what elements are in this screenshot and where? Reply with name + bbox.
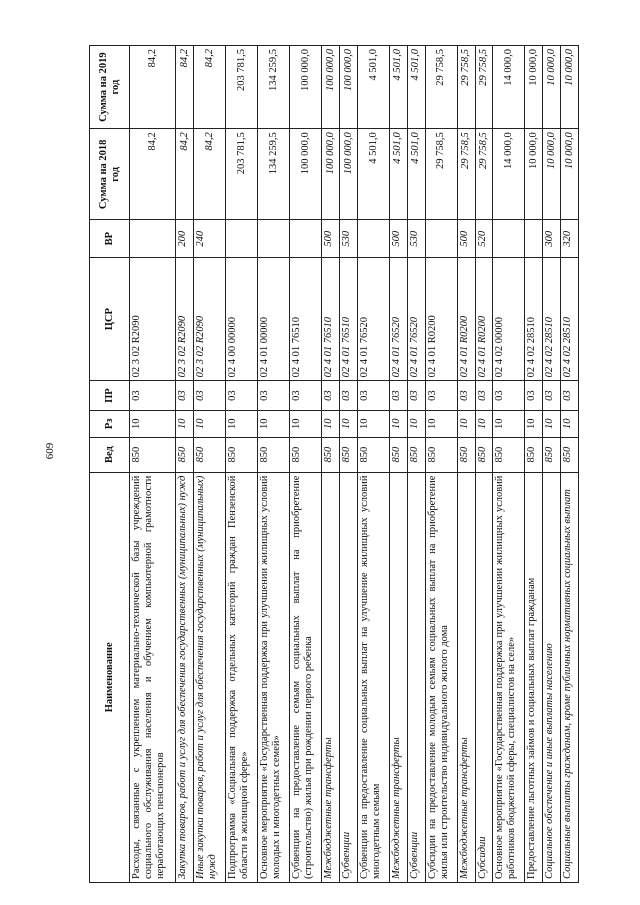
cell-rz: 10 <box>130 410 176 437</box>
cell-pr: 03 <box>340 381 358 411</box>
table-row <box>358 46 390 883</box>
header-pr: ПР <box>90 381 130 411</box>
table-row <box>258 46 290 883</box>
cell-sum-2018: 84,2 <box>130 129 176 220</box>
cell-ved: 850 <box>290 437 322 472</box>
cell-pr: 03 <box>525 381 543 411</box>
table-row <box>561 46 579 883</box>
cell-csr: 02 3 02 R2090 <box>176 257 194 380</box>
cell-rz: 10 <box>561 410 579 437</box>
cell-name: Субсидии на предоставление молодым семьям социальных выплат на приобретение жилья или строительство индивидуального жилого дома <box>425 472 457 882</box>
cell-name: Предоставление льготных займов и социальных выплат гражданам <box>525 472 543 882</box>
table-row <box>525 46 543 883</box>
cell-rz: 10 <box>457 410 475 437</box>
cell-name: Субвенции <box>340 472 358 882</box>
budget-table <box>89 45 579 883</box>
cell-csr: 02 4 01 76520 <box>358 257 390 380</box>
cell-csr: 02 4 01 76510 <box>322 257 340 380</box>
cell-ved: 850 <box>176 437 194 472</box>
cell-pr: 03 <box>358 381 390 411</box>
cell-sum-2018: 84,2 <box>176 129 194 220</box>
cell-ved: 850 <box>543 437 561 472</box>
cell-rz: 10 <box>340 410 358 437</box>
cell-name: Субвенции на предоставление социальных выплат на улучшение жилищных условий многодетным семьям <box>358 472 390 882</box>
table-row <box>457 46 475 883</box>
cell-ved: 850 <box>493 437 525 472</box>
cell-ved: 850 <box>475 437 493 472</box>
cell-rz: 10 <box>475 410 493 437</box>
cell-name: Межбюджетные трансферты <box>322 472 340 882</box>
cell-rz: 10 <box>290 410 322 437</box>
cell-pr: 03 <box>290 381 322 411</box>
cell-sum-2019: 10 000,0 <box>561 46 579 129</box>
cell-sum-2019: 10 000,0 <box>543 46 561 129</box>
cell-pr: 03 <box>425 381 457 411</box>
cell-vr: 500 <box>457 220 475 258</box>
budget-table-sheet <box>89 45 579 883</box>
cell-sum-2018: 4 501,0 <box>407 129 425 220</box>
table-row <box>194 46 226 883</box>
cell-vr <box>493 220 525 258</box>
cell-vr: 530 <box>340 220 358 258</box>
cell-ved: 850 <box>358 437 390 472</box>
header-row <box>90 46 130 883</box>
cell-sum-2019: 10 000,0 <box>525 46 543 129</box>
cell-ved: 850 <box>340 437 358 472</box>
cell-vr <box>130 220 176 258</box>
cell-name: Межбюджетные трансферты <box>390 472 408 882</box>
cell-vr <box>258 220 290 258</box>
cell-sum-2019: 4 501,0 <box>358 46 390 129</box>
cell-sum-2019: 29 758,5 <box>475 46 493 129</box>
cell-pr: 03 <box>322 381 340 411</box>
page-number: 609 <box>44 442 56 460</box>
cell-sum-2019: 4 501,0 <box>407 46 425 129</box>
cell-name: Субсидии <box>475 472 493 882</box>
table-row <box>176 46 194 883</box>
cell-rz: 10 <box>258 410 290 437</box>
cell-rz: 10 <box>493 410 525 437</box>
cell-vr <box>525 220 543 258</box>
cell-sum-2018: 203 781,5 <box>226 129 258 220</box>
cell-rz: 10 <box>525 410 543 437</box>
cell-csr: 02 4 01 76510 <box>290 257 322 380</box>
header-sum-2018: Сумма на 2018 год <box>90 129 130 220</box>
cell-ved: 850 <box>425 437 457 472</box>
cell-rz: 10 <box>194 410 226 437</box>
cell-rz: 10 <box>226 410 258 437</box>
table-row <box>475 46 493 883</box>
cell-sum-2019: 134 259,5 <box>258 46 290 129</box>
table-row <box>407 46 425 883</box>
cell-csr: 02 4 01 76520 <box>407 257 425 380</box>
cell-sum-2019: 100 000,0 <box>290 46 322 129</box>
cell-pr: 03 <box>407 381 425 411</box>
cell-pr: 03 <box>176 381 194 411</box>
cell-sum-2019: 100 000,0 <box>340 46 358 129</box>
cell-rz: 10 <box>322 410 340 437</box>
table-row <box>390 46 408 883</box>
cell-name: Социальное обеспечение и иные выплаты населению <box>543 472 561 882</box>
cell-sum-2018: 10 000,0 <box>543 129 561 220</box>
cell-pr: 03 <box>130 381 176 411</box>
cell-ved: 850 <box>561 437 579 472</box>
cell-sum-2018: 10 000,0 <box>525 129 543 220</box>
table-row <box>340 46 358 883</box>
cell-vr <box>425 220 457 258</box>
cell-ved: 850 <box>390 437 408 472</box>
cell-vr <box>358 220 390 258</box>
cell-sum-2018: 29 758,5 <box>425 129 457 220</box>
cell-sum-2018: 100 000,0 <box>340 129 358 220</box>
cell-sum-2019: 100 000,0 <box>322 46 340 129</box>
cell-sum-2019: 29 758,5 <box>425 46 457 129</box>
table-row <box>425 46 457 883</box>
cell-sum-2018: 10 000,0 <box>561 129 579 220</box>
cell-vr: 500 <box>390 220 408 258</box>
cell-sum-2019: 84,2 <box>176 46 194 129</box>
table-row <box>543 46 561 883</box>
cell-csr: 02 3 02 R2090 <box>130 257 176 380</box>
cell-csr: 02 4 01 R0200 <box>457 257 475 380</box>
cell-csr: 02 4 00 00000 <box>226 257 258 380</box>
cell-ved: 850 <box>258 437 290 472</box>
cell-pr: 03 <box>258 381 290 411</box>
table-row <box>322 46 340 883</box>
cell-sum-2019: 4 501,0 <box>390 46 408 129</box>
cell-ved: 850 <box>525 437 543 472</box>
cell-rz: 10 <box>358 410 390 437</box>
header-name: Наименование <box>90 472 130 882</box>
table-body <box>130 46 579 883</box>
cell-ved: 850 <box>194 437 226 472</box>
header-vr: ВР <box>90 220 130 258</box>
cell-sum-2018: 100 000,0 <box>290 129 322 220</box>
cell-vr: 200 <box>176 220 194 258</box>
cell-csr: 02 4 02 00000 <box>493 257 525 380</box>
cell-csr: 02 4 02 28510 <box>525 257 543 380</box>
cell-csr: 02 4 01 R0200 <box>425 257 457 380</box>
cell-pr: 03 <box>493 381 525 411</box>
cell-pr: 03 <box>194 381 226 411</box>
cell-rz: 10 <box>425 410 457 437</box>
cell-sum-2018: 84,2 <box>194 129 226 220</box>
cell-csr: 02 4 02 28510 <box>561 257 579 380</box>
cell-pr: 03 <box>475 381 493 411</box>
cell-name: Иные закупки товаров, работ и услуг для обеспечения государственных (муниципальных) нужд <box>194 472 226 882</box>
cell-name: Подпрограмма «Социальная поддержка отдельных категорий граждан Пензенской области в жилищной сфере» <box>226 472 258 882</box>
cell-pr: 03 <box>226 381 258 411</box>
cell-rz: 10 <box>407 410 425 437</box>
cell-csr: 02 4 01 76510 <box>340 257 358 380</box>
cell-pr: 03 <box>561 381 579 411</box>
cell-sum-2019: 14 000,0 <box>493 46 525 129</box>
cell-name: Социальные выплаты гражданам, кроме публичных нормативных социальных выплат <box>561 472 579 882</box>
cell-name: Межбюджетные трансферты <box>457 472 475 882</box>
cell-sum-2018: 134 259,5 <box>258 129 290 220</box>
cell-vr: 240 <box>194 220 226 258</box>
cell-rz: 10 <box>176 410 194 437</box>
cell-sum-2018: 29 758,5 <box>475 129 493 220</box>
cell-vr: 530 <box>407 220 425 258</box>
cell-name: Основное мероприятие «Государственная поддержка при улучшении жилищных условий работников бюджетной сферы, специалистов на селе» <box>493 472 525 882</box>
table-row <box>290 46 322 883</box>
cell-pr: 03 <box>457 381 475 411</box>
cell-name: Основное мероприятие «Государственная поддержка при улучшении жилищных условий молодых и многодетных семей» <box>258 472 290 882</box>
cell-ved: 850 <box>407 437 425 472</box>
header-rz: Рз <box>90 410 130 437</box>
header-ved: Вед <box>90 437 130 472</box>
cell-csr: 02 4 01 R0200 <box>475 257 493 380</box>
cell-ved: 850 <box>130 437 176 472</box>
cell-vr <box>226 220 258 258</box>
cell-name: Расходы, связанные с укреплением материально-технической базы учреждений социального обслуживания населения и обучением компьютерной грамотности неработающих пенсионеров <box>130 472 176 882</box>
cell-name: Субвенции на предоставление семьям социальных выплат на приобретение (строительство) жилья при рождении первого ребенка <box>290 472 322 882</box>
header-csr: ЦСР <box>90 257 130 380</box>
header-sum-2019: Сумма на 2019 год <box>90 46 130 129</box>
cell-sum-2018: 29 758,5 <box>457 129 475 220</box>
cell-name: Субвенции <box>407 472 425 882</box>
cell-vr: 320 <box>561 220 579 258</box>
table-row <box>130 46 176 883</box>
cell-ved: 850 <box>457 437 475 472</box>
cell-vr: 300 <box>543 220 561 258</box>
cell-sum-2018: 4 501,0 <box>358 129 390 220</box>
cell-csr: 02 4 01 00000 <box>258 257 290 380</box>
cell-vr: 500 <box>322 220 340 258</box>
cell-rz: 10 <box>543 410 561 437</box>
cell-csr: 02 4 02 28510 <box>543 257 561 380</box>
cell-ved: 850 <box>322 437 340 472</box>
table-row <box>493 46 525 883</box>
cell-name: Закупка товаров, работ и услуг для обеспечения государственных (муниципальных) нужд <box>176 472 194 882</box>
cell-vr <box>290 220 322 258</box>
cell-csr: 02 4 01 76520 <box>390 257 408 380</box>
cell-sum-2018: 100 000,0 <box>322 129 340 220</box>
cell-sum-2019: 29 758,5 <box>457 46 475 129</box>
cell-sum-2019: 84,2 <box>194 46 226 129</box>
cell-pr: 03 <box>390 381 408 411</box>
cell-csr: 02 3 02 R2090 <box>194 257 226 380</box>
table-row <box>226 46 258 883</box>
cell-sum-2018: 14 000,0 <box>493 129 525 220</box>
cell-ved: 850 <box>226 437 258 472</box>
cell-pr: 03 <box>543 381 561 411</box>
cell-sum-2018: 4 501,0 <box>390 129 408 220</box>
cell-vr: 520 <box>475 220 493 258</box>
cell-sum-2019: 203 781,5 <box>226 46 258 129</box>
cell-sum-2019: 84,2 <box>130 46 176 129</box>
cell-rz: 10 <box>390 410 408 437</box>
